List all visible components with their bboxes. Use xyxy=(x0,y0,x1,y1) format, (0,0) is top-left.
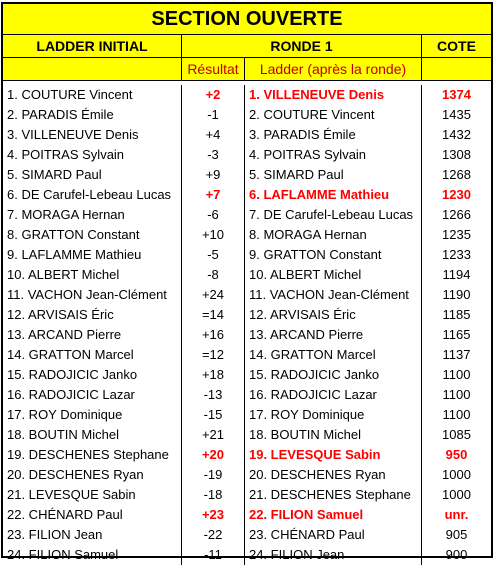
cell-cote: 950 xyxy=(445,447,468,462)
cell-ladder-apres: 4. POITRAS Sylvain xyxy=(245,145,422,165)
section-title: SECTION OUVERTE xyxy=(3,4,491,35)
cell-ladder-apres: 2. COUTURE Vincent xyxy=(245,105,422,125)
cell-resultat: -15 xyxy=(182,405,245,425)
cell-cote: 1000 xyxy=(442,487,471,502)
table-row xyxy=(3,425,491,445)
cell-ladder-initial: 12. ARVISAIS Éric xyxy=(3,305,182,325)
cell-resultat: +4 xyxy=(182,125,245,145)
cell-ladder-initial: 14. GRATTON Marcel xyxy=(3,345,182,365)
table-row xyxy=(3,385,491,405)
cell-resultat: -1 xyxy=(182,105,245,125)
cell-ladder-initial: 7. MORAGA Hernan xyxy=(3,205,182,225)
cell-cote: 1435 xyxy=(442,107,471,122)
cell-resultat: +7 xyxy=(182,185,245,205)
cell-cote: 1190 xyxy=(442,287,471,302)
cell-ladder-initial: 21. LEVESQUE Sabin xyxy=(3,485,182,505)
cell-cote: 1266 xyxy=(442,207,471,222)
cell-ladder-apres: 10. ALBERT Michel xyxy=(245,265,422,285)
cell-ladder-apres: 9. GRATTON Constant xyxy=(245,245,422,265)
subheader-ladder-apres: Ladder (après la ronde) xyxy=(245,58,422,80)
cell-cote: 900 xyxy=(445,547,468,562)
cell-ladder-apres: 16. RADOJICIC Lazar xyxy=(245,385,422,405)
table-row xyxy=(3,245,491,265)
header-row xyxy=(3,35,491,58)
cell-ladder-initial: 23. FILION Jean xyxy=(3,525,182,545)
cell-cote: 1100 xyxy=(442,387,471,402)
cell-cote: 1137 xyxy=(442,347,471,362)
table-row xyxy=(3,525,491,545)
cell-ladder-apres: 17. ROY Dominique xyxy=(245,405,422,425)
table-row xyxy=(3,125,491,145)
cell-resultat: -11 xyxy=(182,545,245,565)
cell-cote: 1194 xyxy=(442,267,471,282)
table-row xyxy=(3,165,491,185)
cell-ladder-apres: 24. FILION Jean xyxy=(245,545,422,565)
cell-cote: 1100 xyxy=(442,367,471,382)
table-row xyxy=(3,345,491,365)
table-row xyxy=(3,405,491,425)
cell-resultat: +23 xyxy=(182,505,245,525)
table-row xyxy=(3,485,491,505)
cell-ladder-apres: 5. SIMARD Paul xyxy=(245,165,422,185)
cell-resultat: +21 xyxy=(182,425,245,445)
cell-resultat: +18 xyxy=(182,365,245,385)
cell-resultat: +16 xyxy=(182,325,245,345)
cell-ladder-initial: 3. VILLENEUVE Denis xyxy=(3,125,182,145)
subheader-cote-empty xyxy=(422,58,491,80)
cell-cote: 905 xyxy=(445,527,468,542)
table-row xyxy=(3,205,491,225)
subheader-row xyxy=(3,58,491,81)
table-row xyxy=(3,265,491,285)
table-body xyxy=(3,81,491,565)
cell-ladder-apres: 12. ARVISAIS Éric xyxy=(245,305,422,325)
cell-cote: 1235 xyxy=(442,227,471,242)
cell-ladder-initial: 24. FILION Samuel xyxy=(3,545,182,565)
standings-table xyxy=(1,2,493,562)
table-row xyxy=(3,505,491,525)
table-row xyxy=(3,445,491,465)
cell-ladder-apres: 3. PARADIS Émile xyxy=(245,125,422,145)
cell-ladder-initial: 4. POITRAS Sylvain xyxy=(3,145,182,165)
header-ronde: RONDE 1 xyxy=(182,35,422,57)
table-row xyxy=(3,305,491,325)
cell-cote: 1432 xyxy=(442,127,471,142)
table-row xyxy=(3,465,491,485)
cell-ladder-initial: 16. RADOJICIC Lazar xyxy=(3,385,182,405)
cell-cote: unr. xyxy=(444,507,469,522)
cell-cote: 1000 xyxy=(442,467,471,482)
cell-ladder-apres: 11. VACHON Jean-Clément xyxy=(245,285,422,305)
cell-resultat: +2 xyxy=(182,85,245,105)
cell-resultat: -19 xyxy=(182,465,245,485)
cell-ladder-apres: 6. LAFLAMME Mathieu xyxy=(245,185,422,205)
table-row xyxy=(3,185,491,205)
cell-resultat: +24 xyxy=(182,285,245,305)
cell-cote: 1374 xyxy=(442,87,471,102)
cell-ladder-initial: 8. GRATTON Constant xyxy=(3,225,182,245)
cell-ladder-apres: 1. VILLENEUVE Denis xyxy=(245,85,422,105)
cell-resultat: =12 xyxy=(182,345,245,365)
cell-resultat: +9 xyxy=(182,165,245,185)
cell-ladder-apres: 22. FILION Samuel xyxy=(245,505,422,525)
cell-cote: 1233 xyxy=(442,247,471,262)
cell-resultat: -5 xyxy=(182,245,245,265)
cell-cote: 1308 xyxy=(442,147,471,162)
cell-ladder-initial: 15. RADOJICIC Janko xyxy=(3,365,182,385)
cell-cote: 1185 xyxy=(442,307,471,322)
cell-cote: 1230 xyxy=(442,187,471,202)
cell-resultat: =14 xyxy=(182,305,245,325)
cell-ladder-initial: 1. COUTURE Vincent xyxy=(3,85,182,105)
subheader-empty xyxy=(3,58,182,80)
cell-resultat: -22 xyxy=(182,525,245,545)
cell-cote: 1165 xyxy=(442,327,471,342)
cell-ladder-initial: 2. PARADIS Émile xyxy=(3,105,182,125)
cell-ladder-initial: 18. BOUTIN Michel xyxy=(3,425,182,445)
cell-cote: 1100 xyxy=(442,407,471,422)
cell-ladder-initial: 5. SIMARD Paul xyxy=(3,165,182,185)
cell-resultat: -8 xyxy=(182,265,245,285)
cell-ladder-apres: 8. MORAGA Hernan xyxy=(245,225,422,245)
cell-ladder-apres: 13. ARCAND Pierre xyxy=(245,325,422,345)
table-row xyxy=(3,145,491,165)
header-ladder-initial: LADDER INITIAL xyxy=(3,35,182,57)
cell-resultat: +20 xyxy=(182,445,245,465)
cell-ladder-apres: 19. LEVESQUE Sabin xyxy=(245,445,422,465)
table-row xyxy=(3,545,491,565)
cell-resultat: -3 xyxy=(182,145,245,165)
table-row xyxy=(3,225,491,245)
cell-ladder-initial: 10. ALBERT Michel xyxy=(3,265,182,285)
table-row xyxy=(3,85,491,105)
cell-ladder-apres: 23. CHÉNARD Paul xyxy=(245,525,422,545)
cell-ladder-initial: 9. LAFLAMME Mathieu xyxy=(3,245,182,265)
cell-resultat: -18 xyxy=(182,485,245,505)
cell-cote: 1268 xyxy=(442,167,471,182)
cell-cote: 1085 xyxy=(442,427,471,442)
table-row xyxy=(3,105,491,125)
cell-ladder-initial: 19. DESCHENES Stephane xyxy=(3,445,182,465)
cell-ladder-initial: 22. CHÉNARD Paul xyxy=(3,505,182,525)
cell-ladder-initial: 6. DE Carufel-Lebeau Lucas xyxy=(3,185,182,205)
table-row xyxy=(3,285,491,305)
cell-ladder-initial: 11. VACHON Jean-Clément xyxy=(3,285,182,305)
cell-ladder-apres: 15. RADOJICIC Janko xyxy=(245,365,422,385)
table-row xyxy=(3,365,491,385)
cell-resultat: -13 xyxy=(182,385,245,405)
subheader-resultat: Résultat xyxy=(182,58,245,80)
cell-ladder-apres: 21. DESCHENES Stephane xyxy=(245,485,422,505)
cell-ladder-apres: 14. GRATTON Marcel xyxy=(245,345,422,365)
cell-ladder-apres: 18. BOUTIN Michel xyxy=(245,425,422,445)
cell-ladder-apres: 7. DE Carufel-Lebeau Lucas xyxy=(245,205,422,225)
header-cote: COTE xyxy=(437,38,476,54)
cell-resultat: -6 xyxy=(182,205,245,225)
cell-ladder-initial: 17. ROY Dominique xyxy=(3,405,182,425)
cell-ladder-initial: 13. ARCAND Pierre xyxy=(3,325,182,345)
table-row xyxy=(3,325,491,345)
cell-resultat: +10 xyxy=(182,225,245,245)
cell-ladder-initial: 20. DESCHENES Ryan xyxy=(3,465,182,485)
cell-ladder-apres: 20. DESCHENES Ryan xyxy=(245,465,422,485)
